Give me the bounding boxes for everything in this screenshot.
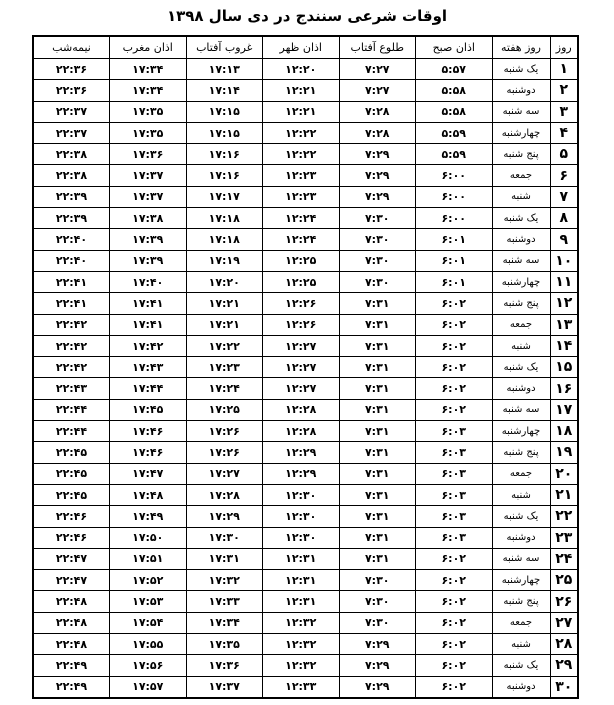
day-number: ۶: [550, 165, 578, 186]
sunrise-time: ۷:۳۱: [339, 548, 416, 569]
sunrise-time: ۷:۳۰: [339, 570, 416, 591]
fajr-time: ۶:۰۳: [416, 463, 493, 484]
sunset-time: ۱۷:۳۵: [186, 634, 263, 655]
table-row: [33, 421, 578, 442]
day-number: ۱۴: [550, 335, 578, 356]
sunset-time: ۱۷:۲۱: [186, 293, 263, 314]
dhuhr-time: ۱۲:۲۸: [263, 399, 340, 420]
sunset-time: ۱۷:۳۰: [186, 527, 263, 548]
midnight-time: ۲۲:۳۷: [33, 122, 110, 143]
sunset-time: ۱۷:۱۵: [186, 122, 263, 143]
fajr-time: ۶:۰۳: [416, 442, 493, 463]
midnight-time: ۲۲:۴۹: [33, 655, 110, 676]
fajr-time: ۶:۰۱: [416, 229, 493, 250]
midnight-time: ۲۲:۴۸: [33, 612, 110, 633]
maghrib-time: ۱۷:۴۸: [110, 484, 187, 505]
sunrise-time: ۷:۳۱: [339, 484, 416, 505]
midnight-time: ۲۲:۴۴: [33, 421, 110, 442]
day-number: ۹: [550, 229, 578, 250]
weekday: پنج شنبه: [492, 591, 550, 612]
dhuhr-time: ۱۲:۲۴: [263, 229, 340, 250]
midnight-time: ۲۲:۳۸: [33, 165, 110, 186]
header-dhuhr: اذان ظهر: [263, 36, 340, 59]
day-number: ۱۰: [550, 250, 578, 271]
dhuhr-time: ۱۲:۳۰: [263, 527, 340, 548]
header-maghrib: اذان مغرب: [110, 36, 187, 59]
midnight-time: ۲۲:۴۷: [33, 570, 110, 591]
fajr-time: ۶:۰۲: [416, 570, 493, 591]
sunset-time: ۱۷:۳۲: [186, 570, 263, 591]
dhuhr-time: ۱۲:۲۱: [263, 80, 340, 101]
dhuhr-time: ۱۲:۳۳: [263, 676, 340, 698]
sunset-time: ۱۷:۲۰: [186, 271, 263, 292]
weekday: سه شنبه: [492, 548, 550, 569]
sunrise-time: ۷:۳۱: [339, 378, 416, 399]
weekday: جمعه: [492, 314, 550, 335]
weekday: دوشنبه: [492, 676, 550, 698]
sunrise-time: ۷:۲۷: [339, 80, 416, 101]
weekday: جمعه: [492, 612, 550, 633]
sunset-time: ۱۷:۳۶: [186, 655, 263, 676]
day-number: ۲۷: [550, 612, 578, 633]
sunrise-time: ۷:۳۰: [339, 612, 416, 633]
dhuhr-time: ۱۲:۳۱: [263, 591, 340, 612]
maghrib-time: ۱۷:۴۶: [110, 421, 187, 442]
fajr-time: ۶:۰۲: [416, 676, 493, 698]
sunrise-time: ۷:۳۰: [339, 591, 416, 612]
table-row: [33, 271, 578, 292]
weekday: شنبه: [492, 186, 550, 207]
fajr-time: ۶:۰۱: [416, 271, 493, 292]
dhuhr-time: ۱۲:۲۵: [263, 250, 340, 271]
fajr-time: ۶:۰۲: [416, 634, 493, 655]
fajr-time: ۶:۰۳: [416, 527, 493, 548]
sunrise-time: ۷:۳۰: [339, 250, 416, 271]
midnight-time: ۲۲:۴۸: [33, 634, 110, 655]
day-number: ۱۲: [550, 293, 578, 314]
maghrib-time: ۱۷:۵۷: [110, 676, 187, 698]
maghrib-time: ۱۷:۳۵: [110, 122, 187, 143]
weekday: یک شنبه: [492, 208, 550, 229]
midnight-time: ۲۲:۴۵: [33, 484, 110, 505]
sunrise-time: ۷:۳۱: [339, 357, 416, 378]
weekday: جمعه: [492, 463, 550, 484]
midnight-time: ۲۲:۴۶: [33, 527, 110, 548]
midnight-time: ۲۲:۴۲: [33, 314, 110, 335]
day-number: ۲۲: [550, 506, 578, 527]
table-row: [33, 101, 578, 122]
maghrib-time: ۱۷:۳۵: [110, 101, 187, 122]
weekday: دوشنبه: [492, 378, 550, 399]
maghrib-time: ۱۷:۴۳: [110, 357, 187, 378]
table-row: [33, 165, 578, 186]
sunrise-time: ۷:۳۱: [339, 442, 416, 463]
sunrise-time: ۷:۲۹: [339, 186, 416, 207]
sunset-time: ۱۷:۲۶: [186, 442, 263, 463]
table-row: [33, 527, 578, 548]
maghrib-time: ۱۷:۳۹: [110, 229, 187, 250]
maghrib-time: ۱۷:۴۶: [110, 442, 187, 463]
dhuhr-time: ۱۲:۳۱: [263, 548, 340, 569]
day-number: ۱۵: [550, 357, 578, 378]
sunset-time: ۱۷:۲۱: [186, 314, 263, 335]
fajr-time: ۶:۰۲: [416, 399, 493, 420]
sunrise-time: ۷:۳۱: [339, 506, 416, 527]
table-row: [33, 676, 578, 698]
table-row: [33, 548, 578, 569]
weekday: سه شنبه: [492, 399, 550, 420]
sunrise-time: ۷:۳۱: [339, 527, 416, 548]
table-row: [33, 314, 578, 335]
fajr-time: ۶:۰۰: [416, 208, 493, 229]
table-row: [33, 59, 578, 80]
fajr-time: ۶:۰۳: [416, 484, 493, 505]
maghrib-time: ۱۷:۵۶: [110, 655, 187, 676]
dhuhr-time: ۱۲:۲۰: [263, 59, 340, 80]
sunset-time: ۱۷:۳۷: [186, 676, 263, 698]
sunset-time: ۱۷:۲۳: [186, 357, 263, 378]
midnight-time: ۲۲:۳۹: [33, 186, 110, 207]
table-row: [33, 570, 578, 591]
midnight-time: ۲۲:۴۱: [33, 293, 110, 314]
midnight-time: ۲۲:۴۳: [33, 378, 110, 399]
maghrib-time: ۱۷:۳۸: [110, 208, 187, 229]
day-number: ۱۸: [550, 421, 578, 442]
sunrise-time: ۷:۲۹: [339, 676, 416, 698]
table-row: [33, 634, 578, 655]
maghrib-time: ۱۷:۵۲: [110, 570, 187, 591]
maghrib-time: ۱۷:۴۹: [110, 506, 187, 527]
sunset-time: ۱۷:۱۸: [186, 229, 263, 250]
sunrise-time: ۷:۳۰: [339, 229, 416, 250]
sunrise-time: ۷:۳۱: [339, 335, 416, 356]
sunset-time: ۱۷:۲۹: [186, 506, 263, 527]
midnight-time: ۲۲:۳۶: [33, 59, 110, 80]
fajr-time: ۵:۵۷: [416, 59, 493, 80]
day-number: ۱۶: [550, 378, 578, 399]
dhuhr-time: ۱۲:۲۷: [263, 357, 340, 378]
dhuhr-time: ۱۲:۲۹: [263, 442, 340, 463]
dhuhr-time: ۱۲:۲۲: [263, 122, 340, 143]
maghrib-time: ۱۷:۳۴: [110, 80, 187, 101]
day-number: ۲۱: [550, 484, 578, 505]
fajr-time: ۶:۰۱: [416, 250, 493, 271]
weekday: یک شنبه: [492, 357, 550, 378]
dhuhr-time: ۱۲:۳۲: [263, 634, 340, 655]
sunrise-time: ۷:۲۹: [339, 165, 416, 186]
day-number: ۲۳: [550, 527, 578, 548]
day-number: ۱: [550, 59, 578, 80]
midnight-time: ۲۲:۴۲: [33, 335, 110, 356]
maghrib-time: ۱۷:۳۴: [110, 59, 187, 80]
table-row: [33, 208, 578, 229]
sunrise-time: ۷:۳۰: [339, 208, 416, 229]
day-number: ۲۵: [550, 570, 578, 591]
header-fajr: اذان صبح: [416, 36, 493, 59]
table-row: [33, 80, 578, 101]
table-row: [33, 442, 578, 463]
dhuhr-time: ۱۲:۲۱: [263, 101, 340, 122]
dhuhr-time: ۱۲:۲۷: [263, 378, 340, 399]
sunset-time: ۱۷:۳۳: [186, 591, 263, 612]
table-row: [33, 357, 578, 378]
day-number: ۸: [550, 208, 578, 229]
day-number: ۳۰: [550, 676, 578, 698]
midnight-time: ۲۲:۴۸: [33, 591, 110, 612]
page-title: اوقات شرعی سنندج در دی سال ۱۳۹۸: [166, 7, 448, 25]
weekday: یک شنبه: [492, 506, 550, 527]
dhuhr-time: ۱۲:۳۰: [263, 506, 340, 527]
dhuhr-time: ۱۲:۲۶: [263, 293, 340, 314]
fajr-time: ۶:۰۲: [416, 293, 493, 314]
maghrib-time: ۱۷:۵۰: [110, 527, 187, 548]
header-sunset: غروب آفتاب: [186, 36, 263, 59]
fajr-time: ۵:۵۹: [416, 144, 493, 165]
dhuhr-time: ۱۲:۲۵: [263, 271, 340, 292]
midnight-time: ۲۲:۴۰: [33, 229, 110, 250]
table-row: [33, 612, 578, 633]
sunrise-time: ۷:۲۸: [339, 101, 416, 122]
sunrise-time: ۷:۳۰: [339, 271, 416, 292]
maghrib-time: ۱۷:۳۷: [110, 186, 187, 207]
weekday: دوشنبه: [492, 229, 550, 250]
maghrib-time: ۱۷:۴۴: [110, 378, 187, 399]
table-row: [33, 655, 578, 676]
fajr-time: ۵:۵۸: [416, 101, 493, 122]
fajr-time: ۶:۰۲: [416, 314, 493, 335]
sunrise-time: ۷:۳۱: [339, 463, 416, 484]
table-header-row: [33, 36, 578, 59]
sunrise-time: ۷:۳۱: [339, 399, 416, 420]
dhuhr-time: ۱۲:۳۰: [263, 484, 340, 505]
maghrib-time: ۱۷:۳۹: [110, 250, 187, 271]
fajr-time: ۶:۰۲: [416, 655, 493, 676]
dhuhr-time: ۱۲:۲۳: [263, 165, 340, 186]
maghrib-time: ۱۷:۵۳: [110, 591, 187, 612]
dhuhr-time: ۱۲:۳۲: [263, 655, 340, 676]
table-row: [33, 293, 578, 314]
dhuhr-time: ۱۲:۲۲: [263, 144, 340, 165]
sunrise-time: ۷:۲۹: [339, 634, 416, 655]
sunset-time: ۱۷:۱۳: [186, 59, 263, 80]
midnight-time: ۲۲:۳۷: [33, 101, 110, 122]
day-number: ۲۶: [550, 591, 578, 612]
weekday: یک شنبه: [492, 59, 550, 80]
dhuhr-time: ۱۲:۲۹: [263, 463, 340, 484]
day-number: ۴: [550, 122, 578, 143]
weekday: جمعه: [492, 165, 550, 186]
table-row: [33, 144, 578, 165]
fajr-time: ۵:۵۸: [416, 80, 493, 101]
weekday: چهارشنبه: [492, 570, 550, 591]
maghrib-time: ۱۷:۴۱: [110, 293, 187, 314]
table-row: [33, 250, 578, 271]
dhuhr-time: ۱۲:۲۴: [263, 208, 340, 229]
day-number: ۱۹: [550, 442, 578, 463]
weekday: دوشنبه: [492, 80, 550, 101]
maghrib-time: ۱۷:۳۷: [110, 165, 187, 186]
sunset-time: ۱۷:۱۵: [186, 101, 263, 122]
weekday: یک شنبه: [492, 655, 550, 676]
midnight-time: ۲۲:۴۶: [33, 506, 110, 527]
fajr-time: ۶:۰۲: [416, 591, 493, 612]
dhuhr-time: ۱۲:۲۳: [263, 186, 340, 207]
sunset-time: ۱۷:۲۲: [186, 335, 263, 356]
dhuhr-time: ۱۲:۳۱: [263, 570, 340, 591]
sunset-time: ۱۷:۲۷: [186, 463, 263, 484]
prayer-times-table: [32, 35, 579, 699]
weekday: شنبه: [492, 634, 550, 655]
day-number: ۷: [550, 186, 578, 207]
dhuhr-time: ۱۲:۲۷: [263, 335, 340, 356]
midnight-time: ۲۲:۴۹: [33, 676, 110, 698]
fajr-time: ۶:۰۰: [416, 165, 493, 186]
weekday: سه شنبه: [492, 101, 550, 122]
day-number: ۵: [550, 144, 578, 165]
weekday: شنبه: [492, 484, 550, 505]
midnight-time: ۲۲:۴۲: [33, 357, 110, 378]
weekday: چهارشنبه: [492, 421, 550, 442]
sunrise-time: ۷:۲۹: [339, 655, 416, 676]
day-number: ۱۷: [550, 399, 578, 420]
maghrib-time: ۱۷:۴۰: [110, 271, 187, 292]
sunset-time: ۱۷:۱۷: [186, 186, 263, 207]
table-row: [33, 506, 578, 527]
fajr-time: ۶:۰۰: [416, 186, 493, 207]
midnight-time: ۲۲:۳۸: [33, 144, 110, 165]
fajr-time: ۶:۰۲: [416, 548, 493, 569]
maghrib-time: ۱۷:۳۶: [110, 144, 187, 165]
table-row: [33, 463, 578, 484]
sunset-time: ۱۷:۳۴: [186, 612, 263, 633]
weekday: چهارشنبه: [492, 271, 550, 292]
fajr-time: ۶:۰۳: [416, 506, 493, 527]
day-number: ۱۱: [550, 271, 578, 292]
table-row: [33, 399, 578, 420]
fajr-time: ۶:۰۲: [416, 612, 493, 633]
maghrib-time: ۱۷:۵۵: [110, 634, 187, 655]
fajr-time: ۵:۵۹: [416, 122, 493, 143]
sunrise-time: ۷:۲۹: [339, 144, 416, 165]
weekday: پنج شنبه: [492, 144, 550, 165]
midnight-time: ۲۲:۴۵: [33, 463, 110, 484]
table-row: [33, 335, 578, 356]
fajr-time: ۶:۰۳: [416, 421, 493, 442]
header-sunrise: طلوع آفتاب: [339, 36, 416, 59]
table-row: [33, 378, 578, 399]
header-day: روز: [550, 36, 578, 59]
table-row: [33, 484, 578, 505]
weekday: دوشنبه: [492, 527, 550, 548]
maghrib-time: ۱۷:۴۷: [110, 463, 187, 484]
header-weekday: روز هفته: [492, 36, 550, 59]
sunrise-time: ۷:۳۱: [339, 293, 416, 314]
weekday: پنج شنبه: [492, 293, 550, 314]
sunset-time: ۱۷:۳۱: [186, 548, 263, 569]
day-number: ۲۴: [550, 548, 578, 569]
sunset-time: ۱۷:۲۴: [186, 378, 263, 399]
midnight-time: ۲۲:۴۷: [33, 548, 110, 569]
midnight-time: ۲۲:۴۴: [33, 399, 110, 420]
table-row: [33, 186, 578, 207]
sunset-time: ۱۷:۱۶: [186, 144, 263, 165]
midnight-time: ۲۲:۴۱: [33, 271, 110, 292]
sunset-time: ۱۷:۱۶: [186, 165, 263, 186]
weekday: پنج شنبه: [492, 442, 550, 463]
day-number: ۲۹: [550, 655, 578, 676]
fajr-time: ۶:۰۲: [416, 357, 493, 378]
day-number: ۳: [550, 101, 578, 122]
day-number: ۱۳: [550, 314, 578, 335]
midnight-time: ۲۲:۳۹: [33, 208, 110, 229]
sunset-time: ۱۷:۱۸: [186, 208, 263, 229]
day-number: ۲۰: [550, 463, 578, 484]
midnight-time: ۲۲:۴۵: [33, 442, 110, 463]
day-number: ۲۸: [550, 634, 578, 655]
sunset-time: ۱۷:۱۹: [186, 250, 263, 271]
sunrise-time: ۷:۳۱: [339, 314, 416, 335]
weekday: سه شنبه: [492, 250, 550, 271]
dhuhr-time: ۱۲:۳۲: [263, 612, 340, 633]
header-midnight: نیمه‌شب: [33, 36, 110, 59]
day-number: ۲: [550, 80, 578, 101]
table-row: [33, 122, 578, 143]
sunset-time: ۱۷:۱۴: [186, 80, 263, 101]
sunrise-time: ۷:۲۷: [339, 59, 416, 80]
sunset-time: ۱۷:۲۸: [186, 484, 263, 505]
sunset-time: ۱۷:۲۶: [186, 421, 263, 442]
weekday: چهارشنبه: [492, 122, 550, 143]
sunset-time: ۱۷:۲۵: [186, 399, 263, 420]
fajr-time: ۶:۰۲: [416, 378, 493, 399]
midnight-time: ۲۲:۳۶: [33, 80, 110, 101]
dhuhr-time: ۱۲:۲۶: [263, 314, 340, 335]
midnight-time: ۲۲:۴۰: [33, 250, 110, 271]
dhuhr-time: ۱۲:۲۸: [263, 421, 340, 442]
sunrise-time: ۷:۳۱: [339, 421, 416, 442]
maghrib-time: ۱۷:۵۴: [110, 612, 187, 633]
weekday: شنبه: [492, 335, 550, 356]
maghrib-time: ۱۷:۴۱: [110, 314, 187, 335]
fajr-time: ۶:۰۲: [416, 335, 493, 356]
sunrise-time: ۷:۲۸: [339, 122, 416, 143]
table-row: [33, 591, 578, 612]
maghrib-time: ۱۷:۴۵: [110, 399, 187, 420]
table-row: [33, 229, 578, 250]
maghrib-time: ۱۷:۴۲: [110, 335, 187, 356]
maghrib-time: ۱۷:۵۱: [110, 548, 187, 569]
